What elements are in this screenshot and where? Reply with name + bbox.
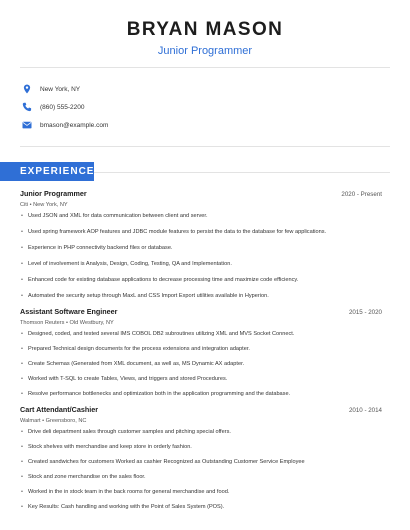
job-bullets <box>20 331 382 398</box>
job-bullet: • Enhanced code for existing database applications to decrease processing time and maximize code efficiency. <box>20 277 382 284</box>
job-bullets <box>20 429 382 511</box>
email-icon <box>22 120 32 130</box>
job-bullet: • Stock shelves with merchandise and keep store in orderly fashion. <box>20 444 382 451</box>
job-dates: 2015 - 2020 <box>348 309 382 316</box>
contact-phone <box>22 98 382 116</box>
job-bullet: • Level of involvement is Analysis, Design, Coding, Testing, QA and Implementation. <box>20 261 382 268</box>
job-company: Thomson Reuters • Old Westbury, NY <box>20 320 114 326</box>
job-dates: 2020 - Present <box>341 191 382 198</box>
job-bullet: • Experience in PHP connectivity backend files or database. <box>20 245 382 252</box>
contact-divider <box>20 146 390 147</box>
job-bullet: • Worked with T-SQL to create Tables, Views, and triggers and stored Procedures. <box>20 376 382 383</box>
job-bullet: • Prepared Technical design documents for the process extensions and integration adapter. <box>20 346 382 353</box>
contact-email-text: bmason@example.com <box>40 121 109 129</box>
contact-phone-text: (860) 555-2200 <box>40 103 85 111</box>
job-bullet: • Used spring framework AOP features and JDBC module features to persist the data to the database for few applications. <box>20 229 382 236</box>
job-company: Citi • New York, NY <box>20 202 68 208</box>
location-pin-icon <box>22 84 32 94</box>
experience-section-label: EXPERIENCE <box>20 166 95 177</box>
job-entry <box>20 405 382 511</box>
contact-info <box>22 80 382 134</box>
section-rule <box>94 172 390 173</box>
job-bullet: • Stock and zone merchandise on the sales floor. <box>20 474 382 481</box>
job-entry <box>20 307 382 398</box>
candidate-role: Junior Programmer <box>157 45 253 57</box>
job-bullet: • Drive deli department sales through customer samples and pitching special offers. <box>20 429 382 436</box>
contact-location <box>22 80 382 98</box>
job-bullet: • Designed, coded, and tested several IMS COBOL DB2 subroutines utilizing XML and MVS Socket Connect. <box>20 331 382 338</box>
experience-section-header <box>0 162 94 181</box>
header-divider <box>20 67 390 68</box>
job-bullets <box>20 213 382 300</box>
experience-list <box>20 189 382 511</box>
job-dates: 2010 - 2014 <box>348 407 382 414</box>
job-bullet: • Used JSON and XML for data communication between client and server. <box>20 213 382 220</box>
job-bullet: • Resolve performance bottlenecks and optimization both in the application programming and the database. <box>20 391 382 398</box>
job-company: Walmart • Greensboro, NC <box>20 418 87 424</box>
contact-email <box>22 116 382 134</box>
job-title: Assistant Software Engineer <box>20 307 118 316</box>
contact-location-text: New York, NY <box>40 85 81 93</box>
job-bullet: • Automated the security setup through MaxL and CSS Import Export utilities available in Hyperion. <box>20 293 382 300</box>
job-title: Junior Programmer <box>20 189 87 198</box>
candidate-name: BRYAN MASON <box>126 19 284 40</box>
job-title: Cart Attendant/Cashier <box>20 405 99 414</box>
job-bullet: • Worked in the in stock team in the back rooms for general merchandise and food. <box>20 489 382 496</box>
job-bullet: • Created sandwiches for customers Worked as cashier Recognized as Outstanding Customer Service Employee <box>20 459 382 466</box>
job-entry <box>20 189 382 300</box>
phone-icon <box>22 102 32 112</box>
job-bullet: • Create Schemas (Generated from XML document, as well as, MS Dynamic AX adapter. <box>20 361 382 368</box>
resume-header <box>0 0 410 58</box>
job-bullet: • Key Results: Cash handling and working with the Point of Sales System (POS). <box>20 504 382 511</box>
